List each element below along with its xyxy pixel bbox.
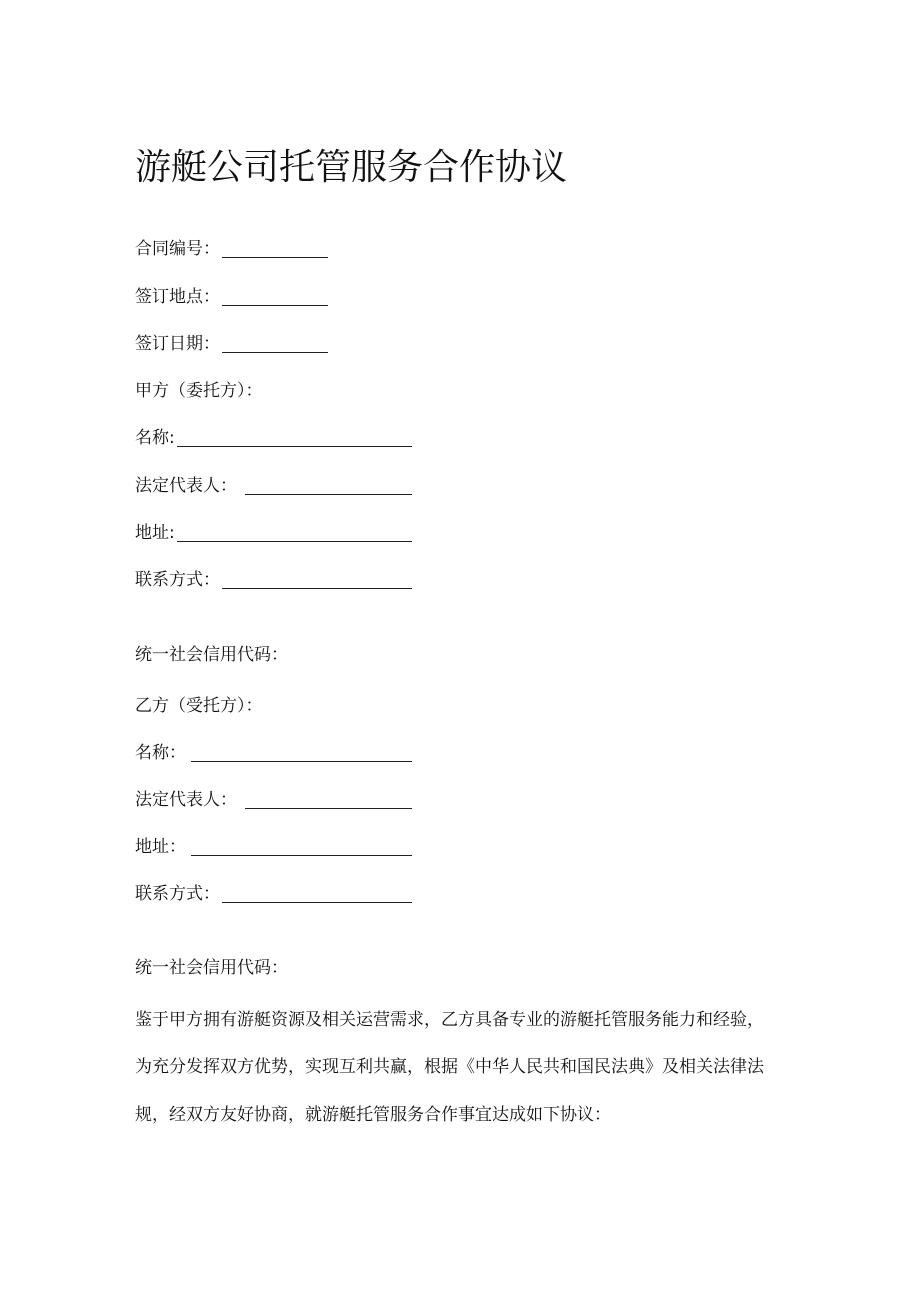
sign-date-label: 签订日期：	[135, 334, 220, 354]
party-a-contact-field	[135, 568, 220, 592]
party-a-heading: 甲方（委托方）：	[135, 381, 263, 401]
party-b-address-field	[135, 835, 186, 859]
party-b-name-blank[interactable]	[191, 761, 412, 762]
party-b-contact-field	[135, 882, 220, 906]
party-b-legal-rep-label: 法定代表人：	[135, 790, 237, 810]
sign-place-blank[interactable]	[222, 305, 328, 306]
sign-date-blank[interactable]	[222, 352, 328, 353]
party-b-legal-rep-blank[interactable]	[245, 808, 412, 809]
contract-number-label: 合同编号：	[135, 239, 220, 259]
party-b-legal-rep-field	[135, 788, 237, 812]
preamble-line-3: 规，经双方友好协商，就游艇托管服务合作事宜达成如下协议：	[135, 1105, 611, 1125]
party-a-contact-label: 联系方式：	[135, 570, 220, 590]
sign-date-field	[135, 332, 220, 356]
preamble-line-1: 鉴于甲方拥有游艇资源及相关运营需求，乙方具备专业的游艇托管服务能力和经验，	[135, 1010, 764, 1030]
party-b-name-label: 名称：	[135, 743, 186, 763]
party-a-name-field	[135, 426, 175, 450]
party-a-contact-blank[interactable]	[222, 588, 412, 589]
party-b-contact-blank[interactable]	[222, 902, 412, 903]
contract-number-blank[interactable]	[222, 257, 328, 258]
preamble-line-2: 为充分发挥双方优势，实现互利共赢，根据《中华人民共和国民法典》及相关法律法	[135, 1057, 764, 1077]
party-a-address-label: 地址:	[135, 523, 175, 543]
party-a-name-label: 名称:	[135, 428, 175, 448]
party-a-name-blank[interactable]	[177, 446, 412, 447]
contract-number-field	[135, 237, 220, 261]
party-b-address-label: 地址：	[135, 837, 186, 857]
party-b-address-blank[interactable]	[191, 855, 412, 856]
party-a-address-blank[interactable]	[177, 541, 412, 542]
party-a-credit-code: 统一社会信用代码：	[135, 645, 288, 665]
party-b-contact-label: 联系方式：	[135, 884, 220, 904]
party-b-name-field	[135, 741, 186, 765]
document-title: 游艇公司托管服务合作协议	[135, 147, 568, 188]
party-a-address-field	[135, 521, 175, 545]
party-b-heading: 乙方（受托方）：	[135, 696, 263, 716]
party-b-credit-code: 统一社会信用代码：	[135, 958, 288, 978]
party-a-legal-rep-blank[interactable]	[245, 494, 412, 495]
party-a-legal-rep-field	[135, 474, 237, 498]
sign-place-label: 签订地点：	[135, 287, 220, 307]
party-a-legal-rep-label: 法定代表人：	[135, 476, 237, 496]
sign-place-field	[135, 285, 220, 309]
